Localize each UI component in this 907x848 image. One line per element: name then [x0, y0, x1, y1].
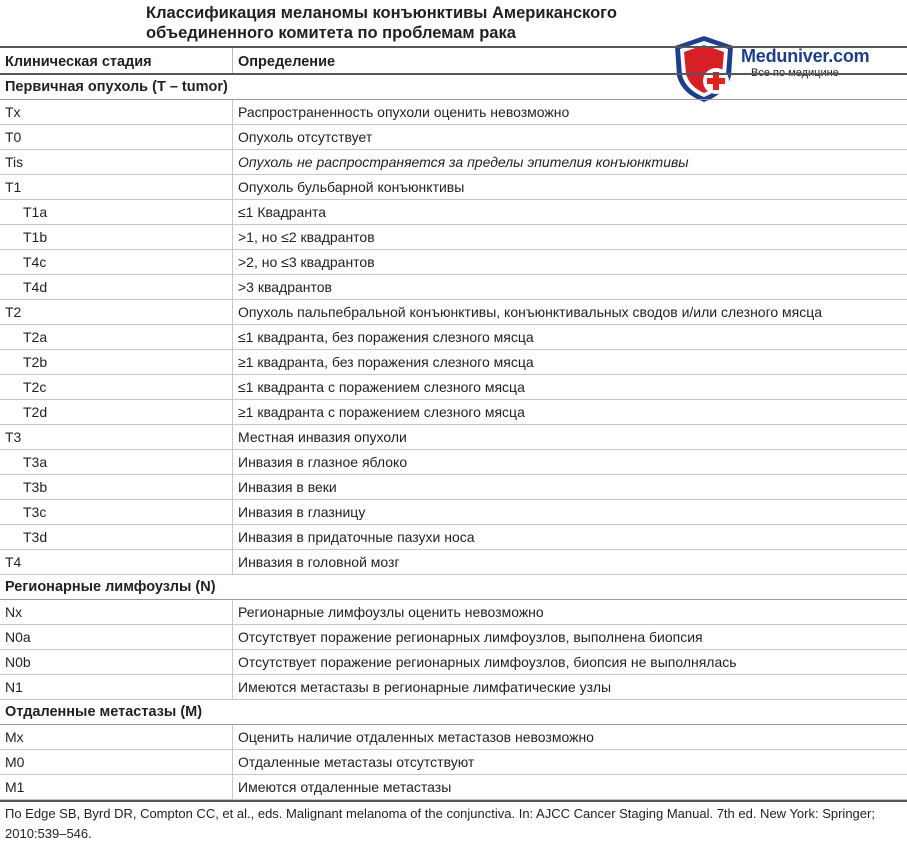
definition-cell: Опухоль не распространяется за пределы эпителия конъюнктивы — [238, 154, 689, 170]
stage-cell: T2 — [5, 304, 22, 320]
table-bottom-rule — [0, 800, 907, 802]
table-row — [0, 650, 907, 675]
table-row — [0, 275, 907, 300]
stage-cell: N0a — [5, 629, 31, 645]
table-row — [0, 375, 907, 400]
table-row — [0, 350, 907, 375]
stage-cell: T1b — [23, 229, 48, 245]
table-row — [0, 500, 907, 525]
table-row — [0, 175, 907, 200]
header-definition: Определение — [238, 54, 336, 70]
definition-cell: Распространенность опухоли оценить невозможно — [238, 104, 570, 120]
stage-cell: T1 — [5, 179, 22, 195]
table-row — [0, 775, 907, 800]
definition-cell: Опухоль бульбарной конъюнктивы — [238, 179, 465, 195]
stage-cell: T4d — [23, 279, 48, 295]
definition-cell: Отсутствует поражение регионарных лимфоузлов, биопсия не выполнялась — [238, 654, 737, 670]
table-row — [0, 150, 907, 175]
definition-cell: ≤1 Квадранта — [238, 204, 327, 220]
definition-cell: Инвазия в головной мозг — [238, 554, 400, 570]
section-title: Первичная опухоль (T – tumor) — [5, 79, 228, 95]
section-title: Отдаленные метастазы (M) — [5, 704, 203, 720]
section-heading — [0, 700, 907, 725]
definition-cell: Отсутствует поражение регионарных лимфоузлов, выполнена биопсия — [238, 629, 703, 645]
table-row — [0, 475, 907, 500]
section-heading — [0, 575, 907, 600]
section-title: Регионарные лимфоузлы (N) — [5, 579, 216, 595]
stage-cell: T2b — [23, 354, 48, 370]
definition-cell: ≤1 квадранта, без поражения слезного мясца — [238, 329, 534, 345]
stage-cell: M0 — [5, 754, 25, 770]
stage-cell: Mx — [5, 729, 24, 745]
table-row — [0, 400, 907, 425]
table-body — [0, 75, 907, 800]
table-row — [0, 750, 907, 775]
stage-cell: T1a — [23, 204, 48, 220]
table-row — [0, 325, 907, 350]
stage-cell: T4 — [5, 554, 22, 570]
stage-cell: T0 — [5, 129, 22, 145]
stage-cell: M1 — [5, 779, 25, 795]
section-heading — [0, 75, 907, 100]
table-row — [0, 550, 907, 575]
table-row — [0, 625, 907, 650]
table-row — [0, 100, 907, 125]
definition-cell: >1, но ≤2 квадрантов — [238, 229, 375, 245]
logo-tagline: Все по медицине — [751, 67, 839, 79]
definition-cell: >2, но ≤3 квадрантов — [238, 254, 375, 270]
stage-cell: N0b — [5, 654, 31, 670]
definition-cell: Имеются отдаленные метастазы — [238, 779, 452, 795]
table-row — [0, 225, 907, 250]
table-row — [0, 450, 907, 475]
definition-cell: Инвазия в глазное яблоко — [238, 454, 408, 470]
definition-cell: Инвазия в глазницу — [238, 504, 366, 520]
table-row — [0, 675, 907, 700]
table-row — [0, 250, 907, 275]
definition-cell: Местная инвазия опухоли — [238, 429, 407, 445]
table-row — [0, 600, 907, 625]
source-footnote: По Edge SB, Byrd DR, Compton CC, et al., eds. Malignant melanoma of the conjunctiva. In: AJCC Cancer Staging Manual. 7th ed. New York: Springer; 2010:539–546. — [5, 806, 875, 841]
definition-cell: Инвазия в придаточные пазухи носа — [238, 529, 475, 545]
definition-cell: ≥1 квадранта, без поражения слезного мясца — [238, 354, 534, 370]
table-row — [0, 125, 907, 150]
stage-cell: Tis — [5, 154, 24, 170]
definition-cell: Регионарные лимфоузлы оценить невозможно — [238, 604, 544, 620]
stage-cell: T3b — [23, 479, 48, 495]
table-row — [0, 525, 907, 550]
stage-cell: T3c — [23, 504, 47, 520]
header-stage: Клиническая стадия — [5, 54, 152, 70]
definition-cell: Отдаленные метастазы отсутствуют — [238, 754, 475, 770]
stage-cell: N1 — [5, 679, 23, 695]
definition-cell: Оценить наличие отдаленных метастазов невозможно — [238, 729, 594, 745]
definition-cell: ≥1 квадранта с поражением слезного мясца — [238, 404, 525, 420]
stage-cell: T4c — [23, 254, 47, 270]
stage-cell: T2c — [23, 379, 47, 395]
staging-table — [0, 46, 907, 802]
definition-cell: Опухоль пальпебральной конъюнктивы, конъюнктивальных сводов и/или слезного мясца — [238, 304, 823, 320]
stage-cell: T2d — [23, 404, 48, 420]
stage-cell: Nx — [5, 604, 23, 620]
logo-brand-text: Meduniver.com — [741, 46, 870, 66]
definition-cell: Инвазия в веки — [238, 479, 337, 495]
stage-cell: T3a — [23, 454, 48, 470]
definition-cell: Опухоль отсутствует — [238, 129, 373, 145]
definition-cell: >3 квадрантов — [238, 279, 332, 295]
stage-cell: T3 — [5, 429, 22, 445]
table-header — [0, 46, 907, 75]
table-row — [0, 200, 907, 225]
table-row — [0, 425, 907, 450]
table-row — [0, 725, 907, 750]
definition-cell: ≤1 квадранта с поражением слезного мясца — [238, 379, 525, 395]
table-row — [0, 300, 907, 325]
stage-cell: T3d — [23, 529, 48, 545]
page-title: Классификация меланомы конъюнктивы Американского объединенного комитета по проблемам рака — [146, 4, 617, 42]
stage-cell: T2a — [23, 329, 48, 345]
stage-cell: Tx — [5, 104, 21, 120]
definition-cell: Имеются метастазы в регионарные лимфатические узлы — [238, 679, 612, 695]
